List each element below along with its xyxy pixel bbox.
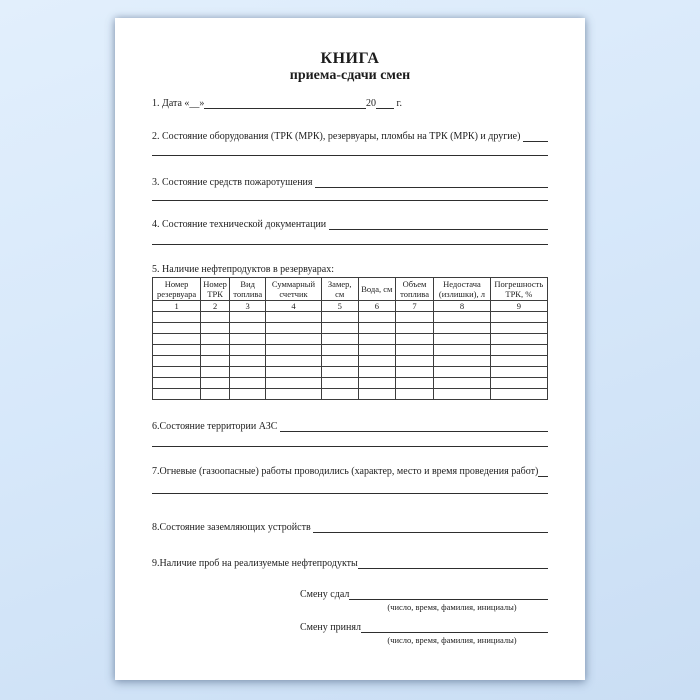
column-header: Вода, см xyxy=(358,278,395,301)
column-header: Недостача (излишки), л xyxy=(434,278,490,301)
table-cell-empty xyxy=(153,345,201,356)
table-cell-empty xyxy=(395,345,433,356)
table-cell-empty xyxy=(434,367,490,378)
table-cell-empty xyxy=(358,334,395,345)
table-cell-empty xyxy=(321,312,358,323)
table-row xyxy=(153,378,548,389)
table-cell-empty xyxy=(201,389,230,400)
table-cell-empty xyxy=(201,378,230,389)
table-row xyxy=(153,356,548,367)
table-cell-empty xyxy=(266,367,321,378)
table-cell-empty xyxy=(490,378,547,389)
table-cell-empty xyxy=(266,356,321,367)
table-cell-empty xyxy=(358,389,395,400)
table-cell-empty xyxy=(434,312,490,323)
table-cell-empty xyxy=(358,367,395,378)
column-number: 1 xyxy=(153,301,201,312)
column-number: 3 xyxy=(230,301,266,312)
column-number: 7 xyxy=(395,301,433,312)
table-cell-empty xyxy=(395,378,433,389)
table-cell-empty xyxy=(321,334,358,345)
table-cell-empty xyxy=(153,356,201,367)
field-date xyxy=(152,97,402,110)
table-cell-empty xyxy=(230,323,266,334)
field-grounding xyxy=(152,521,548,534)
table-cell-empty xyxy=(358,356,395,367)
column-number: 8 xyxy=(434,301,490,312)
field-fire-equipment-line2 xyxy=(152,200,548,201)
table-cell-empty xyxy=(230,356,266,367)
column-header: Погрешность ТРК, % xyxy=(490,278,547,301)
field-date-label: 1. Дата «__» xyxy=(152,98,205,109)
field-grounding-label: 8.Состояние заземляющих устройств xyxy=(152,522,314,533)
table-cell-empty xyxy=(153,334,201,345)
signature-accepted-blank xyxy=(361,621,548,633)
table-cell-empty xyxy=(490,334,547,345)
signature-handed-over xyxy=(300,588,548,612)
field-hot-works-label: 7.Огневые (газоопасные) работы проводились (характер, место и время проведения работ) xyxy=(152,466,539,477)
table-row xyxy=(153,389,548,400)
column-number: 4 xyxy=(266,301,321,312)
column-number: 5 xyxy=(321,301,358,312)
table-cell-empty xyxy=(153,323,201,334)
table-cell-empty xyxy=(153,378,201,389)
field-fire-equipment-label: 3. Состояние средств пожаротушения xyxy=(152,177,316,188)
table-cell-empty xyxy=(153,367,201,378)
signature-accepted-row xyxy=(300,621,548,634)
table-cell-empty xyxy=(395,312,433,323)
table-cell-empty xyxy=(358,345,395,356)
column-header: Номер ТРК xyxy=(201,278,230,301)
signature-accepted xyxy=(300,621,548,645)
table-cell-empty xyxy=(321,389,358,400)
table-cell-empty xyxy=(321,378,358,389)
field-territory-label: 6.Состояние территории АЗС xyxy=(152,421,280,432)
field-reservoirs-heading-label: 5. Наличие нефтепродуктов в резервуарах: xyxy=(152,264,335,275)
title-line1: КНИГА xyxy=(320,50,380,67)
column-header: Суммарный счетчик xyxy=(266,278,321,301)
title-line2: приема-сдачи смен xyxy=(289,68,411,83)
field-hot-works-line2 xyxy=(152,493,548,494)
table-cell-empty xyxy=(201,323,230,334)
field-hot-works-blank xyxy=(538,465,548,477)
column-number: 2 xyxy=(201,301,230,312)
table-cell-empty xyxy=(434,345,490,356)
field-equipment-line2 xyxy=(152,155,548,156)
reservoirs-table xyxy=(152,277,548,400)
table-cell-empty xyxy=(201,356,230,367)
table-cell-empty xyxy=(358,378,395,389)
table-row xyxy=(153,334,548,345)
table-cell-empty xyxy=(266,312,321,323)
signature-handed-over-caption: (число, время, фамилия, инициалы) xyxy=(387,602,517,612)
signature-accepted-caption: (число, время, фамилия, инициалы) xyxy=(387,635,517,645)
table-cell-empty xyxy=(201,367,230,378)
signature-handed-over-label: Смену сдал xyxy=(300,589,350,600)
column-number: 9 xyxy=(490,301,547,312)
table-cell-empty xyxy=(395,356,433,367)
field-documentation xyxy=(152,218,548,231)
field-territory-blank xyxy=(280,420,548,432)
table-cell-empty xyxy=(395,367,433,378)
field-hot-works xyxy=(152,465,548,478)
table-cell-empty xyxy=(395,389,433,400)
table-header-row xyxy=(153,278,548,301)
column-header: Замер, см xyxy=(321,278,358,301)
table-row xyxy=(153,345,548,356)
table-cell-empty xyxy=(266,323,321,334)
document-title xyxy=(152,50,548,84)
table-cell-empty xyxy=(434,356,490,367)
field-samples xyxy=(152,557,548,570)
field-equipment-label: 2. Состояние оборудования (ТРК (МРК), резервуары, пломбы на ТРК (МРК) и другие) xyxy=(152,131,523,142)
table-row xyxy=(153,323,548,334)
table-cell-empty xyxy=(490,389,547,400)
column-header: Вид топлива xyxy=(230,278,266,301)
table-cell-empty xyxy=(490,323,547,334)
table-cell-empty xyxy=(434,334,490,345)
table-cell-empty xyxy=(321,323,358,334)
field-date-blank xyxy=(204,97,366,109)
field-samples-label: 9.Наличие проб на реализуемые нефтепродукты xyxy=(152,558,358,569)
table-cell-empty xyxy=(395,334,433,345)
table-cell-empty xyxy=(358,323,395,334)
field-grounding-blank xyxy=(313,521,548,533)
field-date-year: 20 xyxy=(366,98,377,109)
field-fire-equipment-blank xyxy=(315,176,548,188)
field-equipment-blank xyxy=(523,130,548,142)
table-cell-empty xyxy=(153,389,201,400)
column-header: Объем топлива xyxy=(395,278,433,301)
table-cell-empty xyxy=(490,312,547,323)
field-date-suffix: г. xyxy=(394,98,402,109)
table-cell-empty xyxy=(230,312,266,323)
signature-accepted-label: Смену принял xyxy=(300,622,361,633)
table-cell-empty xyxy=(230,345,266,356)
table-cell-empty xyxy=(153,312,201,323)
field-reservoirs-heading xyxy=(152,263,548,276)
table-cell-empty xyxy=(266,389,321,400)
table-cell-empty xyxy=(201,334,230,345)
column-header: Номер резервуара xyxy=(153,278,201,301)
table-cell-empty xyxy=(321,367,358,378)
table-cell-empty xyxy=(230,334,266,345)
table-cell-empty xyxy=(434,378,490,389)
table-cell-empty xyxy=(490,345,547,356)
field-equipment xyxy=(152,130,548,143)
table-row xyxy=(153,367,548,378)
field-territory xyxy=(152,420,548,433)
table-cell-empty xyxy=(490,367,547,378)
table-cell-empty xyxy=(490,356,547,367)
field-documentation-line2 xyxy=(152,244,548,245)
table-cell-empty xyxy=(266,334,321,345)
table-cell-empty xyxy=(358,312,395,323)
document-page xyxy=(115,18,585,680)
table-column-numbers-row xyxy=(153,301,548,312)
table-cell-empty xyxy=(395,323,433,334)
table-cell-empty xyxy=(230,378,266,389)
table-cell-empty xyxy=(321,345,358,356)
table-cell-empty xyxy=(201,345,230,356)
field-fire-equipment xyxy=(152,176,548,189)
field-samples-blank xyxy=(358,557,548,569)
column-number: 6 xyxy=(358,301,395,312)
field-territory-line2 xyxy=(152,446,548,447)
table-cell-empty xyxy=(230,367,266,378)
table-cell-empty xyxy=(201,312,230,323)
table-cell-empty xyxy=(266,345,321,356)
field-date-year-blank xyxy=(376,97,394,109)
signature-handed-over-row xyxy=(300,588,548,601)
table-cell-empty xyxy=(321,356,358,367)
field-documentation-label: 4. Состояние технической документации xyxy=(152,219,329,230)
signature-handed-over-blank xyxy=(349,588,548,600)
field-documentation-blank xyxy=(329,218,548,230)
table-cell-empty xyxy=(434,323,490,334)
table-row xyxy=(153,312,548,323)
table-cell-empty xyxy=(266,378,321,389)
table-cell-empty xyxy=(230,389,266,400)
table-cell-empty xyxy=(434,389,490,400)
